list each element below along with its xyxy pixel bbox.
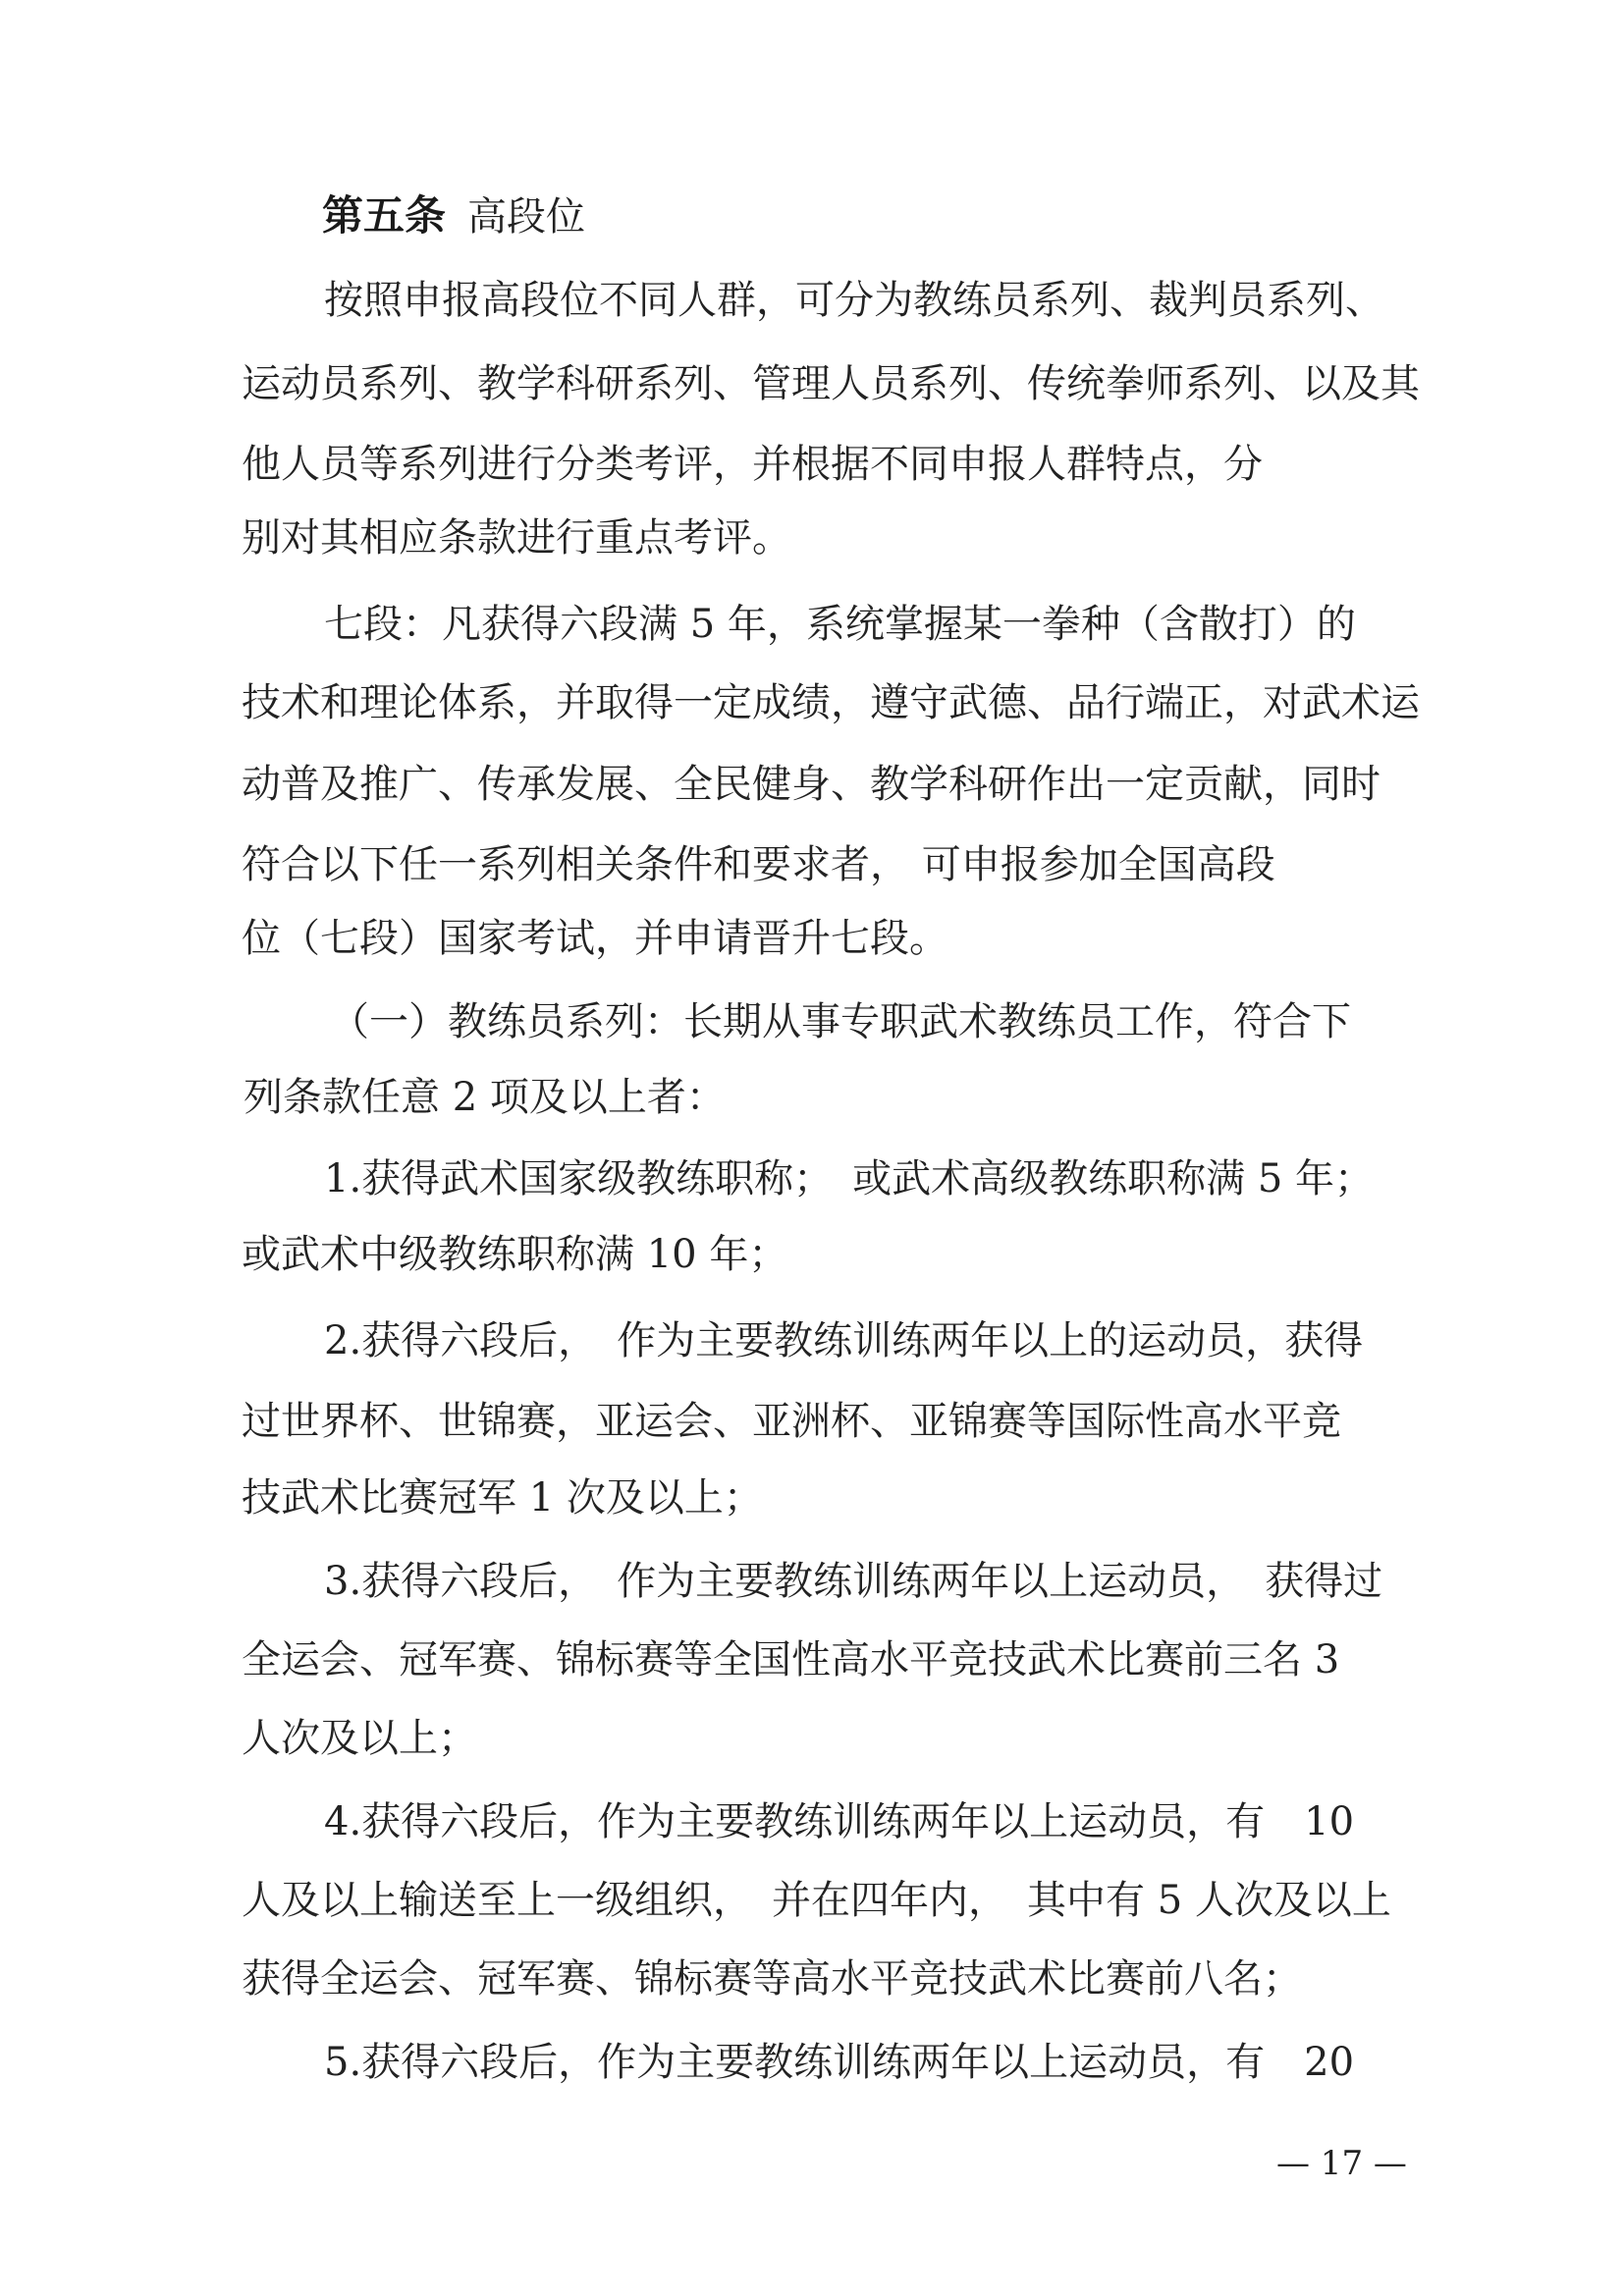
list-item: 5.获得六段后，作为主要教练训练两年以上运动员，有 20 (324, 2040, 1355, 2085)
paragraph-line: 技武术比赛冠军 1 次及以上； (242, 1475, 763, 1521)
page-number: — 17 — (1276, 2144, 1407, 2183)
section-heading: （一）教练员系列：长期从事专职武术教练员工作，符合下 (330, 999, 1351, 1044)
article-heading (322, 190, 585, 242)
paragraph-line: 人及以上输送至上一级组织， 并在四年内， 其中有 5 人次及以上 (242, 1878, 1391, 1923)
paragraph-line: 符合以下任一系列相关条件和要求者， 可申报参加全国高段 (242, 842, 1275, 887)
paragraph-line: 他人员等系列进行分类考评，并根据不同申报人群特点，分 (242, 442, 1263, 487)
paragraph-line: 人次及以上； (242, 1716, 477, 1761)
paragraph-line: 全运会、冠军赛、锦标赛等全国性高水平竞技武术比赛前三名 3 (242, 1637, 1340, 1682)
paragraph-line: 列条款任意 2 项及以上者： (244, 1075, 726, 1120)
paragraph-line: 按照申报高段位不同人群，可分为教练员系列、裁判员系列、 (324, 278, 1384, 323)
paragraph-line: 获得全运会、冠军赛、锦标赛等高水平竞技武术比赛前八名； (242, 1956, 1302, 2002)
list-item: 1.获得武术国家级教练职称； 或武术高级教练职称满 5 年； (324, 1156, 1375, 1201)
list-item: 2.获得六段后， 作为主要教练训练两年以上的运动员，获得 (324, 1318, 1364, 1363)
paragraph-line: 运动员系列、教学科研系列、管理人员系列、传统拳师系列、以及其 (242, 361, 1420, 406)
paragraph-line: 动普及推广、传承发展、全民健身、教学科研作出一定贡献，同时 (242, 762, 1380, 807)
paragraph-line: 别对其相应条款进行重点考评。 (242, 515, 791, 561)
paragraph-line: 七段：凡获得六段满 5 年，系统掌握某一拳种（含散打）的 (324, 602, 1356, 647)
article-number: 第五条 (322, 191, 447, 240)
list-item: 4.获得六段后，作为主要教练训练两年以上运动员，有 10 (324, 1799, 1355, 1844)
paragraph-line: 技术和理论体系，并取得一定成绩，遵守武德、品行端正，对武术运 (242, 680, 1420, 725)
article-title: 高段位 (467, 194, 586, 240)
paragraph-line: 位（七段）国家考试，并申请晋升七段。 (242, 916, 948, 961)
list-item: 3.获得六段后， 作为主要教练训练两年以上运动员， 获得过 (324, 1559, 1383, 1604)
paragraph-line: 过世界杯、世锦赛，亚运会、亚洲杯、亚锦赛等国际性高水平竞 (242, 1399, 1341, 1444)
paragraph-line: 或武术中级教练职称满 10 年； (242, 1232, 788, 1277)
